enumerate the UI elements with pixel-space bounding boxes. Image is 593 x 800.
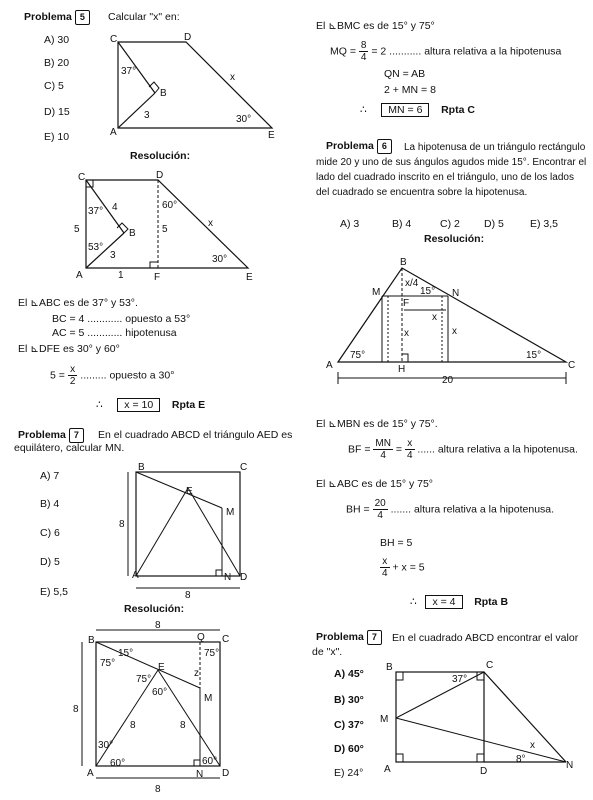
figure-label: C xyxy=(568,360,576,371)
text-fragment: x xyxy=(68,364,78,376)
figure-label: C xyxy=(240,462,248,473)
length-3: 3 xyxy=(144,110,150,121)
figure-label: C xyxy=(222,634,230,645)
figure-label: N xyxy=(566,760,574,771)
figure-label: N xyxy=(452,288,460,299)
figure-label: 15° xyxy=(118,648,134,659)
text-fragment: 4 xyxy=(380,450,386,461)
text-fragment: 4 xyxy=(360,52,367,63)
figure-label: 37° xyxy=(88,206,104,217)
solution-line: BC = 4 ............ opuesto a 53° xyxy=(52,313,191,325)
solution-line: El ⊾BMC es de 15° y 75° xyxy=(316,20,435,32)
text-fragment: 4 xyxy=(406,450,413,461)
figure-label: 8 xyxy=(130,720,136,731)
figure-label: x xyxy=(404,328,409,339)
solution-line: El ⊾MBN es de 15° y 75°. xyxy=(316,418,438,430)
text-fragment: = xyxy=(395,443,403,456)
figure-label: B xyxy=(129,228,136,239)
figure-label: E xyxy=(186,486,193,497)
figure-label: D xyxy=(222,768,230,779)
label-a: A xyxy=(110,127,117,138)
figure-label: 8 xyxy=(155,620,161,631)
figure-label: 8 xyxy=(180,720,186,731)
text-fragment: Problema xyxy=(24,11,72,23)
figure-label: x xyxy=(530,740,535,751)
text-fragment: x xyxy=(380,556,390,568)
figure-label: 15° xyxy=(420,286,436,297)
rpta-label: Rpta E xyxy=(171,399,206,411)
option-b: B) 20 xyxy=(44,57,70,69)
figure-label: 8° xyxy=(516,754,526,765)
figure-label: 4 xyxy=(112,202,118,213)
problem-3-statement: La hipotenusa de un triángulo rectángulo mide 20 y uno de sus ángulos agudos mide 15°. Encontrar el lado del cuadrado inscrito en el triángulo, uno de los lados del cuadrado se encuentra sobre la hipotenusa. xyxy=(316,142,587,198)
resolution-title-1: Resolución: xyxy=(130,150,191,162)
figure-label: N xyxy=(224,572,232,583)
figure-label: A xyxy=(326,360,333,371)
figure-label: E xyxy=(158,662,165,673)
solution-line: BH = 5 xyxy=(380,537,413,549)
label-d: D xyxy=(184,32,192,43)
text-fragment: 2 xyxy=(69,376,76,387)
figure-label: 3 xyxy=(110,250,116,261)
figure-label: A xyxy=(76,270,83,281)
solution-line: 2 + MN = 8 xyxy=(384,84,436,96)
figure-label: 8 xyxy=(155,784,161,795)
text-fragment: + x = 5 xyxy=(392,561,425,574)
option-b: B) 4 xyxy=(40,498,60,510)
text-fragment: 4 xyxy=(377,510,383,521)
angle-30: 30° xyxy=(236,114,252,125)
figure-label: A xyxy=(384,764,391,775)
figure-label: M xyxy=(380,714,389,725)
option-e: E) 24° xyxy=(334,767,364,779)
option-a: A) 30 xyxy=(44,34,70,46)
rpta-label: Rpta C xyxy=(441,104,475,116)
text-fragment: 5 = xyxy=(50,369,65,382)
figure-label: x xyxy=(452,326,457,337)
figure-label: 8 xyxy=(119,519,125,530)
option-c: C) 5 xyxy=(44,80,64,92)
figure-label: C xyxy=(486,660,494,671)
text-fragment: ....... altura relativa a la hipotenusa. xyxy=(390,503,555,516)
problem-4-statement: En el cuadrado ABCD encontrar el valor de "x". xyxy=(312,632,579,658)
figure-label: Q xyxy=(197,632,205,643)
text-fragment: 7 xyxy=(367,630,382,645)
resolution-title-2: Resolución: xyxy=(124,603,185,615)
figure-label: 15° xyxy=(526,350,542,361)
answer-box: MN = 6 xyxy=(381,103,429,117)
problem-2-statement: En el cuadrado ABCD el triángulo AED es equilátero, calcular MN. xyxy=(14,429,293,454)
figure-label: A xyxy=(87,768,94,779)
figure-label: 75° xyxy=(350,350,366,361)
option-d: D) 5 xyxy=(484,218,504,230)
option-d: D) 15 xyxy=(44,106,70,118)
figure-label: 60° xyxy=(110,758,126,769)
figure-label: 1 xyxy=(118,270,124,281)
figure-label: 8 xyxy=(73,704,79,715)
text-fragment: x xyxy=(405,438,415,450)
option-e: E) 3,5 xyxy=(530,218,559,230)
option-c: C) 37° xyxy=(334,719,364,731)
option-b: B) 4 xyxy=(392,218,412,230)
figure-label: 5 xyxy=(74,224,80,235)
figure-label: B xyxy=(138,462,145,473)
figure-label: E xyxy=(246,272,253,283)
solution-line: El ⊾DFE es 30° y 60° xyxy=(18,343,120,355)
answer-box: x = 10 xyxy=(117,398,160,412)
text-fragment: BH = xyxy=(346,503,370,516)
figure-label: D xyxy=(156,170,164,181)
rpta-label: Rpta B xyxy=(474,596,509,608)
figure-label: x xyxy=(208,218,213,229)
figure-label: B xyxy=(400,257,407,268)
problem-1-question: Calcular "x" en: xyxy=(108,11,180,23)
text-fragment: Problema xyxy=(316,631,364,643)
figure-label: 60° xyxy=(152,687,168,698)
text-fragment: 7 xyxy=(69,428,84,443)
option-e: E) 5,5 xyxy=(40,586,69,598)
figure-label: x xyxy=(432,312,437,323)
text-fragment: Problema xyxy=(326,140,374,152)
figure-label: 75° xyxy=(204,648,220,659)
figure-label: 37° xyxy=(452,674,468,685)
text-fragment: 4 xyxy=(382,568,388,579)
option-b: B) 30° xyxy=(334,694,364,706)
figure-label: z xyxy=(194,668,199,679)
solution-line: QN = AB xyxy=(384,68,426,80)
figure-label: 75° xyxy=(136,674,152,685)
figure-label: 20 xyxy=(442,375,454,386)
text-fragment: ∴ xyxy=(360,104,367,116)
figure-label: B xyxy=(88,635,95,646)
figure-label: 30° xyxy=(212,254,228,265)
figure-label: 60° xyxy=(162,200,178,211)
text-fragment: ∴ xyxy=(96,399,103,411)
option-e: E) 10 xyxy=(44,131,70,143)
figure-label: B xyxy=(386,662,393,673)
text-fragment: BF = xyxy=(348,443,371,456)
figure-label: x/4 xyxy=(405,278,419,289)
figure-label: 5 xyxy=(162,224,168,235)
option-a: A) 3 xyxy=(340,218,360,230)
figure-label: 60° xyxy=(202,756,218,767)
figure-label: F xyxy=(403,298,410,309)
figure-label: C xyxy=(78,172,86,183)
option-c: C) 2 xyxy=(440,218,460,230)
solution-line: AC = 5 ............ hipotenusa xyxy=(52,327,177,339)
problem-number-badge: 5 xyxy=(75,10,90,25)
figure-label: N xyxy=(196,769,204,780)
text-fragment: Problema xyxy=(18,429,66,441)
option-a: A) 7 xyxy=(40,470,60,482)
label-b: B xyxy=(160,88,167,99)
text-fragment: = 2 ........... altura relativa a la hipotenusa xyxy=(371,45,562,58)
figure-label: M xyxy=(226,507,235,518)
figure-label: A xyxy=(132,570,139,581)
text-fragment: MN xyxy=(375,438,391,449)
label-x: x xyxy=(230,72,235,83)
answer-box: x = 4 xyxy=(425,595,462,609)
figure-label: H xyxy=(398,364,406,375)
text-fragment: ...... altura relativa a la hipotenusa. xyxy=(417,443,578,456)
option-d: D) 60° xyxy=(334,743,364,755)
angle-37: 37° xyxy=(121,66,137,77)
text-fragment: 6 xyxy=(377,139,392,154)
solution-line: El ⊾ABC es de 15° y 75° xyxy=(316,478,434,490)
resolution-title-3: Resolución: xyxy=(424,233,485,245)
option-c: C) 6 xyxy=(40,527,60,539)
label-e: E xyxy=(268,130,275,141)
figure-label: F xyxy=(154,272,161,283)
figure-label: 8 xyxy=(185,590,191,601)
text-fragment: ∴ xyxy=(410,596,417,608)
figure-label: 30° xyxy=(98,740,114,751)
figure-label: D xyxy=(480,766,488,777)
solution-line: El ⊾ABC es de 37° y 53°. xyxy=(18,297,138,309)
figure-label: 75° xyxy=(100,658,116,669)
text-fragment: MQ = xyxy=(330,45,356,58)
figure-label: D xyxy=(240,572,248,583)
text-fragment: 8 xyxy=(360,40,367,51)
figure-label: 53° xyxy=(88,242,104,253)
option-a: A) 45° xyxy=(334,668,364,680)
text-fragment: ......... opuesto a 30° xyxy=(80,369,175,382)
option-d: D) 5 xyxy=(40,556,60,568)
figure-label: M xyxy=(204,693,213,704)
label-c: C xyxy=(110,34,118,45)
figure-label: M xyxy=(372,287,381,298)
text-fragment: 20 xyxy=(374,498,386,509)
